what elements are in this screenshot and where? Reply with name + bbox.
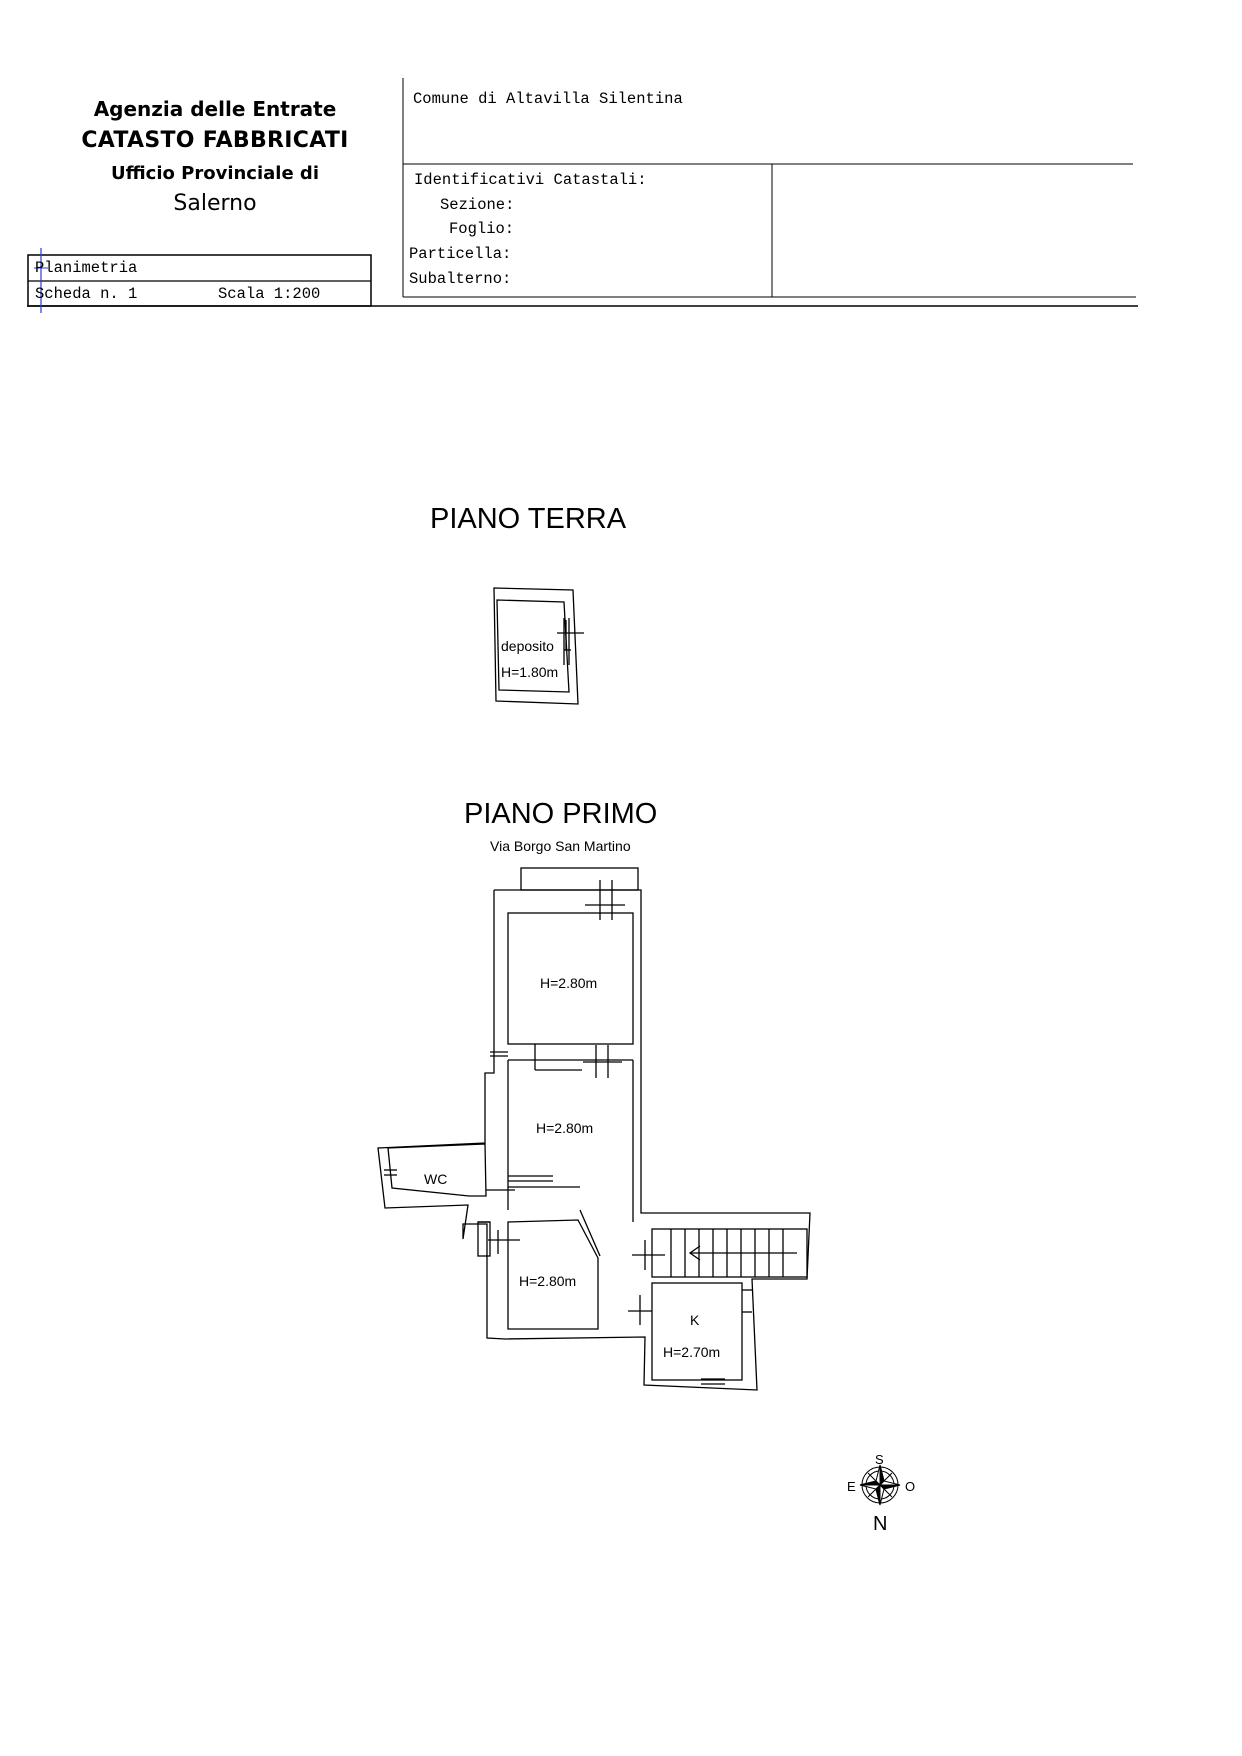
compass-east: E <box>847 1479 856 1494</box>
sezione-label: Sezione: <box>440 196 515 214</box>
kitchen-height: H=2.70m <box>663 1344 721 1360</box>
particella-label: Particella: <box>409 245 512 263</box>
deposito-label: deposito <box>501 638 554 654</box>
street-label: Via Borgo San Martino <box>490 838 631 854</box>
first-floor-title: PIANO PRIMO <box>464 798 658 830</box>
catasto-title: CATASTO FABBRICATI <box>81 128 349 153</box>
agency-name: Agenzia delle Entrate <box>93 97 337 121</box>
wc-label: WC <box>424 1171 448 1187</box>
foglio-label: Foglio: <box>449 220 515 238</box>
kitchen-label: K <box>690 1312 700 1328</box>
identificativi-title: Identificativi Catastali: <box>414 171 647 189</box>
room-2-height: H=2.80m <box>536 1120 594 1136</box>
compass-west: O <box>905 1479 916 1494</box>
ground-floor-title: PIANO TERRA <box>430 503 627 535</box>
deposito-height: H=1.80m <box>501 664 559 680</box>
planimetria-label: Planimetria <box>35 259 138 277</box>
scala-label: Scala 1:200 <box>218 285 321 303</box>
office-label: Ufficio Provinciale di <box>110 163 319 184</box>
room-3-height: H=2.80m <box>519 1273 577 1289</box>
room-1-height: H=2.80m <box>540 975 598 991</box>
scheda-label: Scheda n. 1 <box>35 285 138 303</box>
subalterno-label: Subalterno: <box>409 270 512 288</box>
compass-north: N <box>873 1513 888 1535</box>
comune-label: Comune di Altavilla Silentina <box>413 90 683 108</box>
compass-south: S <box>875 1452 884 1467</box>
office-city: Salerno <box>173 191 257 216</box>
